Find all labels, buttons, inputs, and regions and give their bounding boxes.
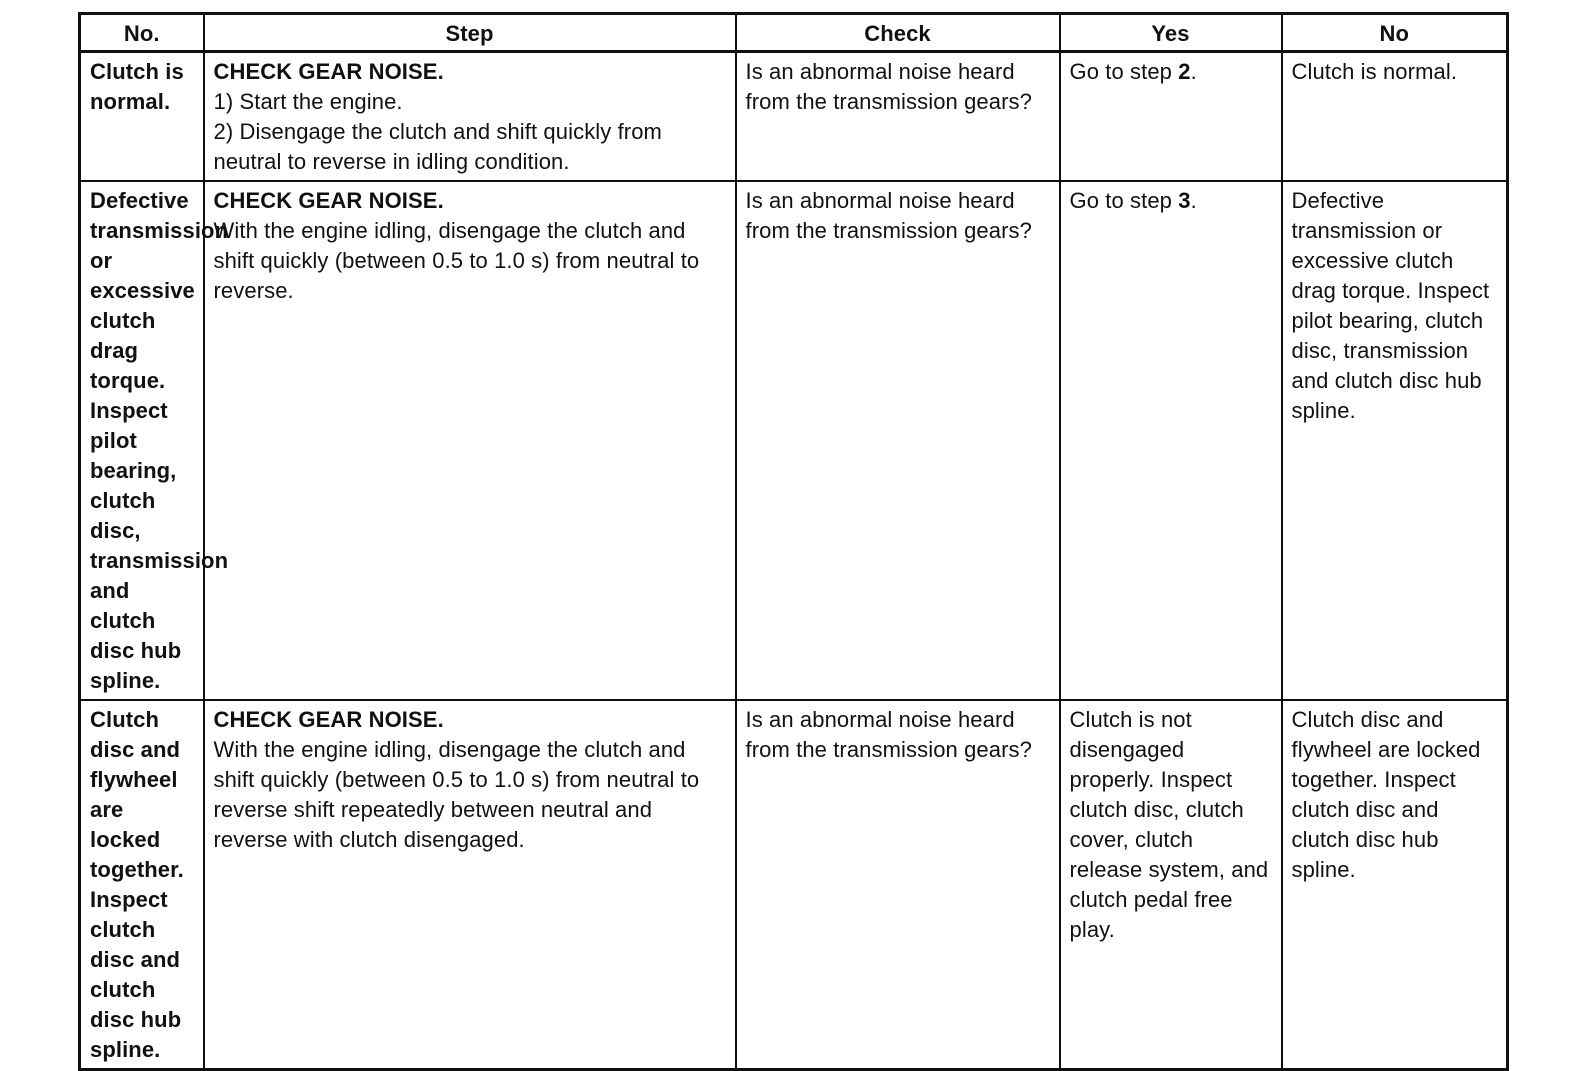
step-cell [204, 52, 736, 182]
step-title: CHECK GEAR NOISE. [213, 59, 444, 84]
table-header-row [80, 14, 1508, 52]
column-header-check: Check [736, 14, 1060, 52]
step-instruction: 1) Start the engine. [213, 89, 403, 114]
yes-text: Go to step [1069, 188, 1179, 213]
yes-cell: Clutch is not disengaged properly. Inspect clutch disc, clutch cover, clutch release system, and clutch pedal free play. [1060, 700, 1282, 1070]
step-instruction: With the engine idling, disengage the clutch and shift quickly (between 0.5 to 1.0 s) from neutral to reverse shift repeatedly between neutral and reverse with clutch disengaged. [213, 737, 700, 852]
column-header-yes: Yes [1060, 14, 1282, 52]
step-number: Defective transmission or excessive clutch drag torque. Inspect pilot bearing, clutch disc, transmission and clutch disc hub spline. [80, 181, 204, 700]
step-instruction: 2) Disengage the clutch and shift quickly from neutral to reverse in idling condition. [213, 119, 662, 174]
no-cell: Defective transmission or excessive clutch drag torque. Inspect pilot bearing, clutch disc, transmission and clutch disc hub spline. [1282, 181, 1508, 700]
check-cell: Is an abnormal noise heard from the transmission gears? [736, 52, 1060, 182]
step-cell [204, 700, 736, 1070]
check-cell: Is an abnormal noise heard from the transmission gears? [736, 700, 1060, 1070]
column-header-step: Step [204, 14, 736, 52]
yes-step-number: 2 [1178, 59, 1191, 84]
table-row [80, 181, 1508, 700]
column-header-no-result: No [1282, 14, 1508, 52]
step-number: Clutch is normal. [80, 52, 204, 182]
yes-punctuation: . [1190, 188, 1197, 213]
yes-cell [1060, 52, 1282, 182]
diagnostic-table [78, 12, 1509, 1071]
yes-cell [1060, 181, 1282, 700]
column-header-no: No. [80, 14, 204, 52]
yes-step-number: 3 [1178, 188, 1191, 213]
step-cell [204, 181, 736, 700]
step-title: CHECK GEAR NOISE. [213, 707, 444, 732]
yes-text: Go to step [1069, 59, 1179, 84]
check-cell: Is an abnormal noise heard from the transmission gears? [736, 181, 1060, 700]
table-row [80, 52, 1508, 182]
step-number: Clutch disc and flywheel are locked together. Inspect clutch disc and clutch disc hub spline. [80, 700, 204, 1070]
step-instruction: With the engine idling, disengage the clutch and shift quickly (between 0.5 to 1.0 s) from neutral to reverse. [213, 218, 700, 303]
yes-punctuation: . [1190, 59, 1197, 84]
table-row [80, 700, 1508, 1070]
step-title: CHECK GEAR NOISE. [213, 188, 444, 213]
no-cell: Clutch disc and flywheel are locked together. Inspect clutch disc and clutch disc hub spline. [1282, 700, 1508, 1070]
no-cell: Clutch is normal. [1282, 52, 1508, 182]
